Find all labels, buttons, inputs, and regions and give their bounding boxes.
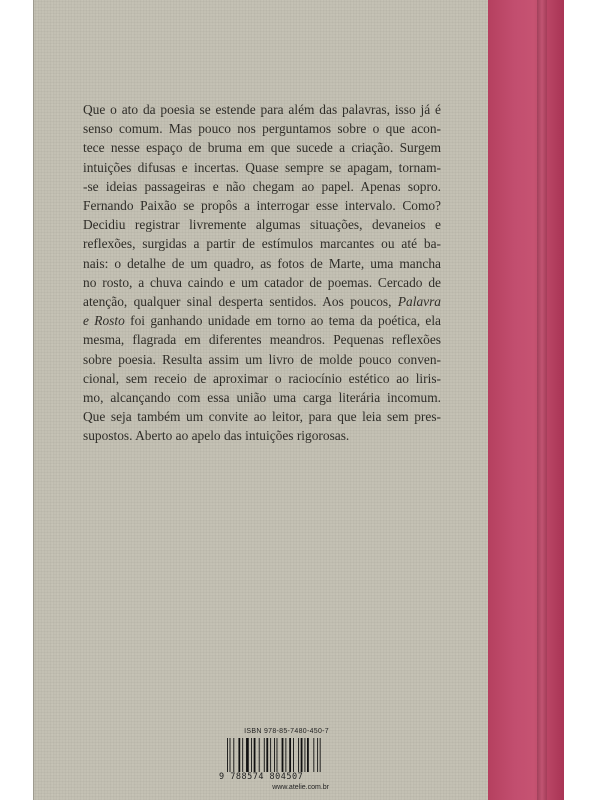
blurb-line: no rosto, a chuva caindo e um catador de poemas. Cercado de — [83, 274, 441, 290]
blurb-line-with-title — [83, 292, 441, 311]
blurb-line: Decidiu registrar livremente algumas situações, devaneios e — [83, 217, 441, 233]
blurb-text: foi ganhando unidade em torno ao tema da poética, ela — [124, 313, 441, 329]
isbn-label: ISBN 978-85-7480-450-7 — [244, 728, 329, 735]
blurb-line: Que seja também um convite ao leitor, para que leia sem pres- — [83, 409, 441, 425]
back-cover-blurb — [83, 100, 441, 446]
book-title-part2: e Rosto — [83, 313, 125, 329]
blurb-line: intuições difusas e incertas. Quase sempre se apagam, tornam- — [83, 159, 441, 175]
blurb-line: reflexões, surgidas a partir de estímulos marcantes ou até ba- — [83, 236, 441, 252]
book-title-part1: Palavra — [397, 294, 441, 310]
blurb-line: mesma, flagrada em diferentes meandros. Pequenas reflexões — [83, 332, 441, 348]
book-spine — [488, 0, 564, 800]
blurb-line: tece nesse espaço de bruma em que sucede a criação. Surgem — [83, 140, 441, 156]
blurb-line-with-title — [83, 311, 441, 330]
blurb-line: mo, alcançando com essa união uma carga literária incomum. — [83, 390, 441, 406]
publisher-website: www.atelie.com.br — [272, 784, 329, 791]
blurb-line: supostos. Aberto ao apelo das intuições rigorosas. — [83, 428, 350, 444]
blurb-line: cional, sem receio de aproximar o raciocínio estético ao liris- — [83, 370, 441, 386]
barcode-number: 9 788574 804507 — [219, 772, 304, 782]
blurb-line: Fernando Paixão se propôs a interrogar esse intervalo. Como? — [83, 198, 441, 214]
isbn-barcode-block — [219, 728, 329, 794]
blurb-text: atenção, qualquer sinal desperta sentidos. Aos poucos, — [83, 294, 392, 310]
blurb-line: nais: o detalhe de um quadro, as fotos de Marte, uma mancha — [83, 255, 441, 271]
spine-fold-shadow — [537, 0, 547, 800]
blurb-line: sobre poesia. Resulta assim um livro de molde pouco conven- — [83, 351, 441, 367]
blurb-line: Que o ato da poesia se estende para além das palavras, isso já é — [83, 102, 441, 117]
blurb-line: -se ideias passageiras e não chegam ao papel. Apenas sopro. — [83, 178, 441, 194]
blurb-line: senso comum. Mas pouco nos perguntamos sobre o que acon- — [83, 121, 441, 137]
barcode-image — [227, 738, 327, 772]
